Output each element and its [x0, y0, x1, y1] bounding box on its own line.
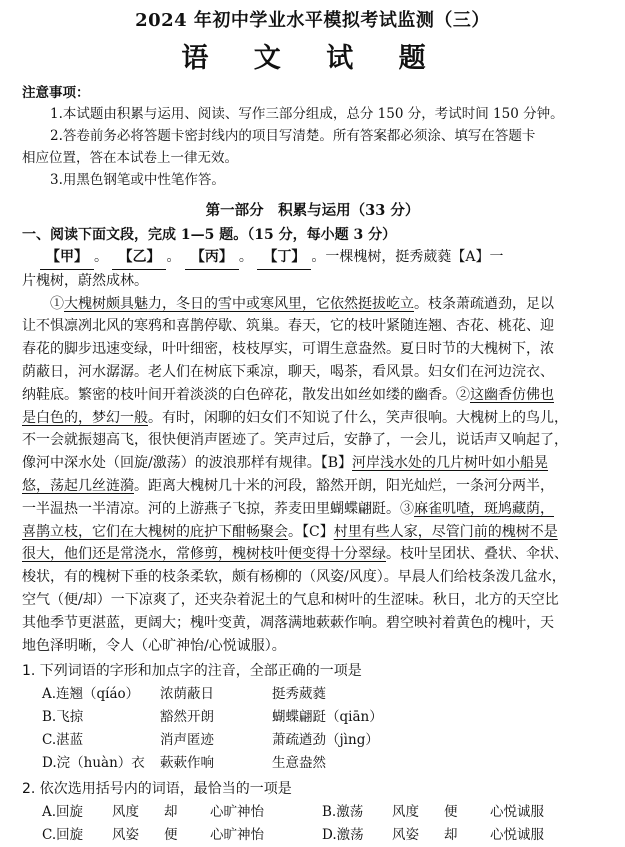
passage-line: 很大，他们还是常浇水，常修剪，槐树枝叶便变得十分翠绿。枝叶呈团状、叠状、伞状、: [22, 546, 568, 563]
q1-option-row: B.飞掠 豁然开朗 蝴蝶翩跹（qiān）: [42, 709, 383, 726]
q1-option-row: C.湛蓝 消声匿迹 萧疏遒劲（jìng）: [42, 732, 379, 749]
passage-line: 梭状，有的槐树下垂的枝条柔软，颇有杨柳的（风姿/风度）。早晨人们给枝条泼几盆水，: [22, 569, 566, 586]
passage-line: 荫蔽日，河水潺潺。老人们在树底下乘凉，聊天，喝茶，看风景。妇女们在河边浣衣、: [22, 363, 554, 380]
question-2-stem: 2. 依次选用括号内的词语，最恰当的一项是: [22, 781, 292, 798]
blank-yi: 【乙】: [112, 246, 166, 270]
section-heading: 一、阅读下面文段，完成 1—5 题。（15 分，每小题 3 分）: [22, 227, 397, 243]
passage-intro-line2: 片槐树，蔚然成林。: [22, 272, 148, 289]
passage-line: ①大槐树颇具魅力，冬日的雪中或寒风里，它依然挺拔屹立。枝条萧疏遒劲，足以: [50, 295, 554, 312]
passage-line: 让不惧凛冽北风的寒鸦和喜鹊停歇、筑巢。春天，它的枝叶紧随连翘、杏花、桃花、迎: [22, 318, 554, 335]
q1-option-row: D.浣（huàn）衣 蔌蔌作响 生意盎然: [42, 755, 326, 772]
q1-option-row: A.连翘（qíáo） 浓荫蔽日 挺秀葳蕤: [42, 686, 326, 703]
notes-title: 注意事项：: [22, 85, 90, 101]
passage-line: 是白色的，梦幻一般。有时，闲聊的妇女们不知说了什么，笑声很响。大槐树上的鸟儿，: [22, 409, 568, 426]
subject-title: 语 文 试 题: [181, 43, 444, 74]
exam-title: 2024 年初中学业水平模拟考试监测（三）: [135, 10, 490, 31]
part-title: 第一部分 积累与运用（33 分）: [205, 202, 420, 219]
passage-line: 其他季节更湛蓝，更阔大；槐叶变黄，凋落满地蔌蔌作响。碧空映衬着黄色的槐叶，天: [22, 614, 554, 631]
passage-line: 悠，荡起几丝涟漪。距离大槐树几十米的河段，豁然开朗，阳光灿烂，一条河分两半，: [22, 477, 554, 494]
passage-line: 一半温热一半清凉。河的上游燕子飞掠，荞麦田里蝴蝶翩跹。③麻雀叽喳，斑鸠藏荫，: [22, 500, 554, 517]
passage-line: 地色泽明晰，令人（心旷神怡/心悦诚服）。: [22, 637, 286, 654]
note-line: 1.本试题由积累与运用、阅读、写作三部分组成，总分 150 分，考试时间 150 分钟。: [50, 106, 564, 122]
note-line: 2.答卷前务必将答题卡密封线内的项目写清楚。所有答案都必须涂、填写在答题卡: [50, 128, 536, 144]
q2-option-row: A.回旋 风度 却 心旷神怡 B.激荡 风度 便 心悦诚服: [42, 804, 544, 821]
passage-line: 纳鞋底。繁密的枝叶间开着淡淡的白色碎花，散发出如丝如缕的幽香。②这幽香仿佛也: [22, 386, 554, 403]
blank-bing: 【丙】: [185, 246, 239, 270]
passage-body: [22, 293, 603, 658]
blank-jia: 【甲】: [40, 246, 94, 270]
passage-line: 像河中深水处（回旋/激荡）的波浪那样有规律。【B】河岸浅水处的几片树叶如小船晃: [22, 455, 549, 472]
q2-option-row: C.回旋 风姿 便 心旷神怡 D.激荡 风姿 却 心悦诚服: [42, 827, 544, 844]
passage-line: 不一会就振翅高飞，很快便消声匿迹了。笑声过后，安静了，一会儿，说话声又响起了，: [22, 432, 568, 449]
passage-line: 春花的脚步迅速变绿，叶叶细密，枝枝厚实，可谓生意盎然。夏日时节的大槐树下，浓: [22, 341, 554, 358]
intro-tail: 一棵槐树，挺秀葳蕤【A】一: [325, 249, 504, 265]
note-line: 3.用黑色钢笔或中性笔作答。: [50, 172, 225, 188]
note-line: 相应位置，答在本试卷上一律无效。: [22, 150, 238, 166]
passage-intro: 【甲】 。 【乙】 。 【丙】 。 【丁】 。一棵槐树，挺秀葳蕤【A】一: [22, 246, 603, 270]
blank-ding: 【丁】: [257, 246, 311, 270]
question-1-stem: 1. 下列词语的字形和加点字的注音，全部正确的一项是: [22, 663, 362, 680]
passage-line: 空气（便/却）一下凉爽了，还夹杂着泥土的气息和树叶的生涩味。秋日，北方的天空比: [22, 591, 559, 608]
passage-line: 喜鹊立枝，它们在大槐树的庇护下酣畅聚会。【C】村里有些人家，尽管门前的槐树不是: [22, 523, 558, 540]
